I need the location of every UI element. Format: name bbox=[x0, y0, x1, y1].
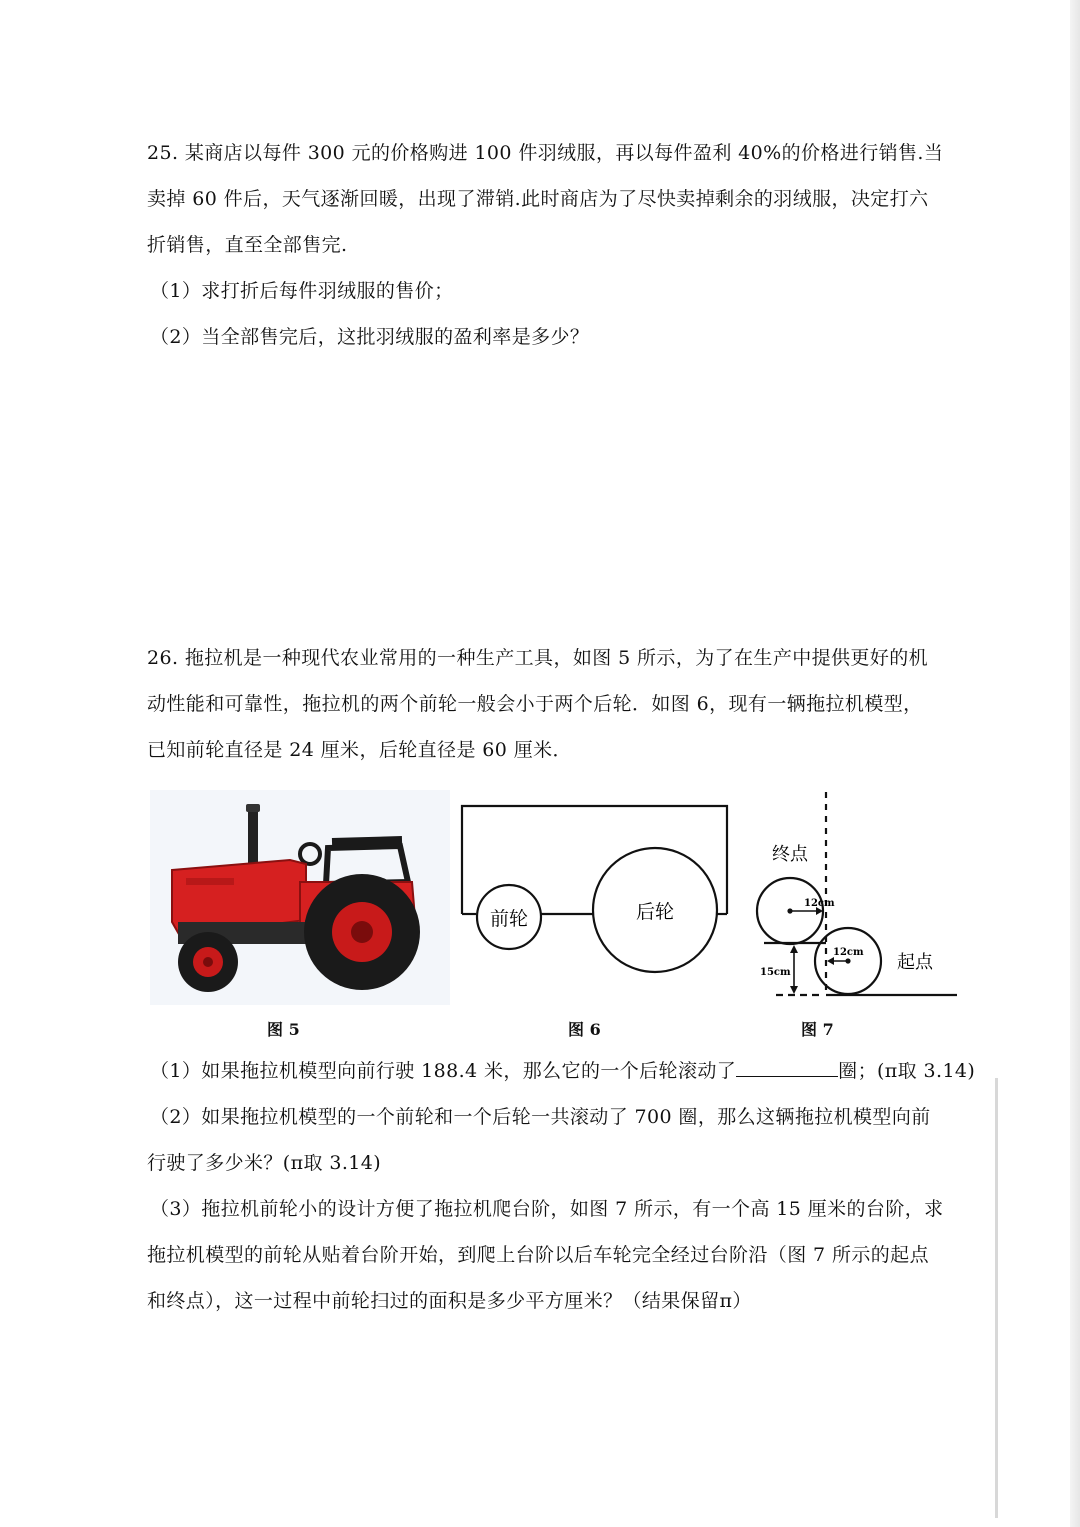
q26-stem-line-2: 动性能和可靠性，拖拉机的两个前轮一般会小于两个后轮．如图 6，现有一辆拖拉机模型， bbox=[147, 693, 923, 715]
exhaust-pipe bbox=[248, 808, 258, 866]
fig7-end-radius-label: 12cm bbox=[804, 898, 835, 909]
scrollbar-track[interactable] bbox=[995, 1078, 998, 1518]
fig7-caption: 图 7 bbox=[801, 1020, 834, 1039]
q26-part-1-tail: 圈；(π取 3.14) bbox=[838, 1060, 976, 1082]
fig6-rear-wheel-label: 后轮 bbox=[635, 901, 675, 923]
fig7-end-label: 终点 bbox=[772, 844, 808, 865]
fig7-step-diagram bbox=[750, 788, 965, 1003]
page-edge bbox=[1070, 0, 1080, 1527]
q26-part-1-text: （1）如果拖拉机模型向前行驶 188.4 米，那么它的一个后轮滚动了 bbox=[150, 1060, 737, 1082]
front-wheel-center bbox=[203, 957, 213, 967]
q26-part-2-line-1: （2）如果拖拉机模型的一个前轮和一个后轮一共滚动了 700 圈，那么这辆拖拉机模型向前 bbox=[150, 1106, 931, 1128]
fig7-start-radius-label: 12cm bbox=[833, 947, 864, 958]
fig7-start-wheel-center bbox=[845, 958, 850, 963]
q25-stem-line-2: 卖掉 60 件后，天气逐渐回暖，出现了滞销.此时商店为了尽快卖掉剩余的羽绒服，决定打六 bbox=[147, 188, 929, 210]
q25-stem-line-1: 25. 某商店以每件 300 元的价格购进 100 件羽绒服，再以每件盈利 40%的价格进行销售.当 bbox=[147, 142, 944, 164]
fig6-front-wheel-label: 前轮 bbox=[489, 908, 529, 930]
fig7-start-label: 起点 bbox=[897, 952, 933, 973]
fig7-start-radius-arrowhead bbox=[827, 957, 834, 965]
fig7-end-wheel-center bbox=[787, 908, 792, 913]
fig5-caption: 图 5 bbox=[267, 1020, 300, 1039]
fig6-wheel-diagram bbox=[455, 800, 735, 980]
q26-part-3-line-2: 拖拉机模型的前轮从贴着台阶开始，到爬上台阶以后车轮完全经过台阶沿（图 7 所示的起点 bbox=[147, 1244, 929, 1266]
q26-part-2-line-2: 行驶了多少米？(π取 3.14) bbox=[147, 1152, 382, 1174]
hood-stripe bbox=[186, 878, 234, 885]
q25-stem-line-3: 折销售，直至全部售完. bbox=[147, 234, 348, 256]
q26-stem-line-3: 已知前轮直径是 24 厘米，后轮直径是 60 厘米． bbox=[147, 739, 572, 761]
fig7-height-arrow-bottom bbox=[790, 986, 798, 994]
fig6-caption: 图 6 bbox=[568, 1020, 601, 1039]
q26-part-1-answer-blank bbox=[736, 1058, 838, 1077]
q25-part-2: （2）当全部售完后，这批羽绒服的盈利率是多少？ bbox=[150, 326, 590, 348]
fig5-tractor-illustration bbox=[150, 790, 450, 1005]
q26-part-3-line-1: （3）拖拉机前轮小的设计方便了拖拉机爬台阶，如图 7 所示，有一个高 15 厘米的台阶，求 bbox=[150, 1198, 944, 1220]
rear-wheel-center bbox=[351, 921, 373, 943]
exhaust-cap bbox=[246, 804, 260, 812]
q26-part-1 bbox=[150, 1058, 975, 1084]
q26-part-3-line-3: 和终点），这一过程中前轮扫过的面积是多少平方厘米？（结果保留π） bbox=[147, 1290, 752, 1312]
cab-roof bbox=[332, 840, 402, 842]
fig7-height-arrow-top bbox=[790, 945, 798, 953]
fig7-step-height-label: 15cm bbox=[760, 967, 791, 978]
q26-stem-line-1: 26. 拖拉机是一种现代农业常用的一种生产工具，如图 5 所示，为了在生产中提供更好的机 bbox=[147, 647, 929, 669]
q25-part-1: （1）求打折后每件羽绒服的售价； bbox=[150, 280, 454, 302]
